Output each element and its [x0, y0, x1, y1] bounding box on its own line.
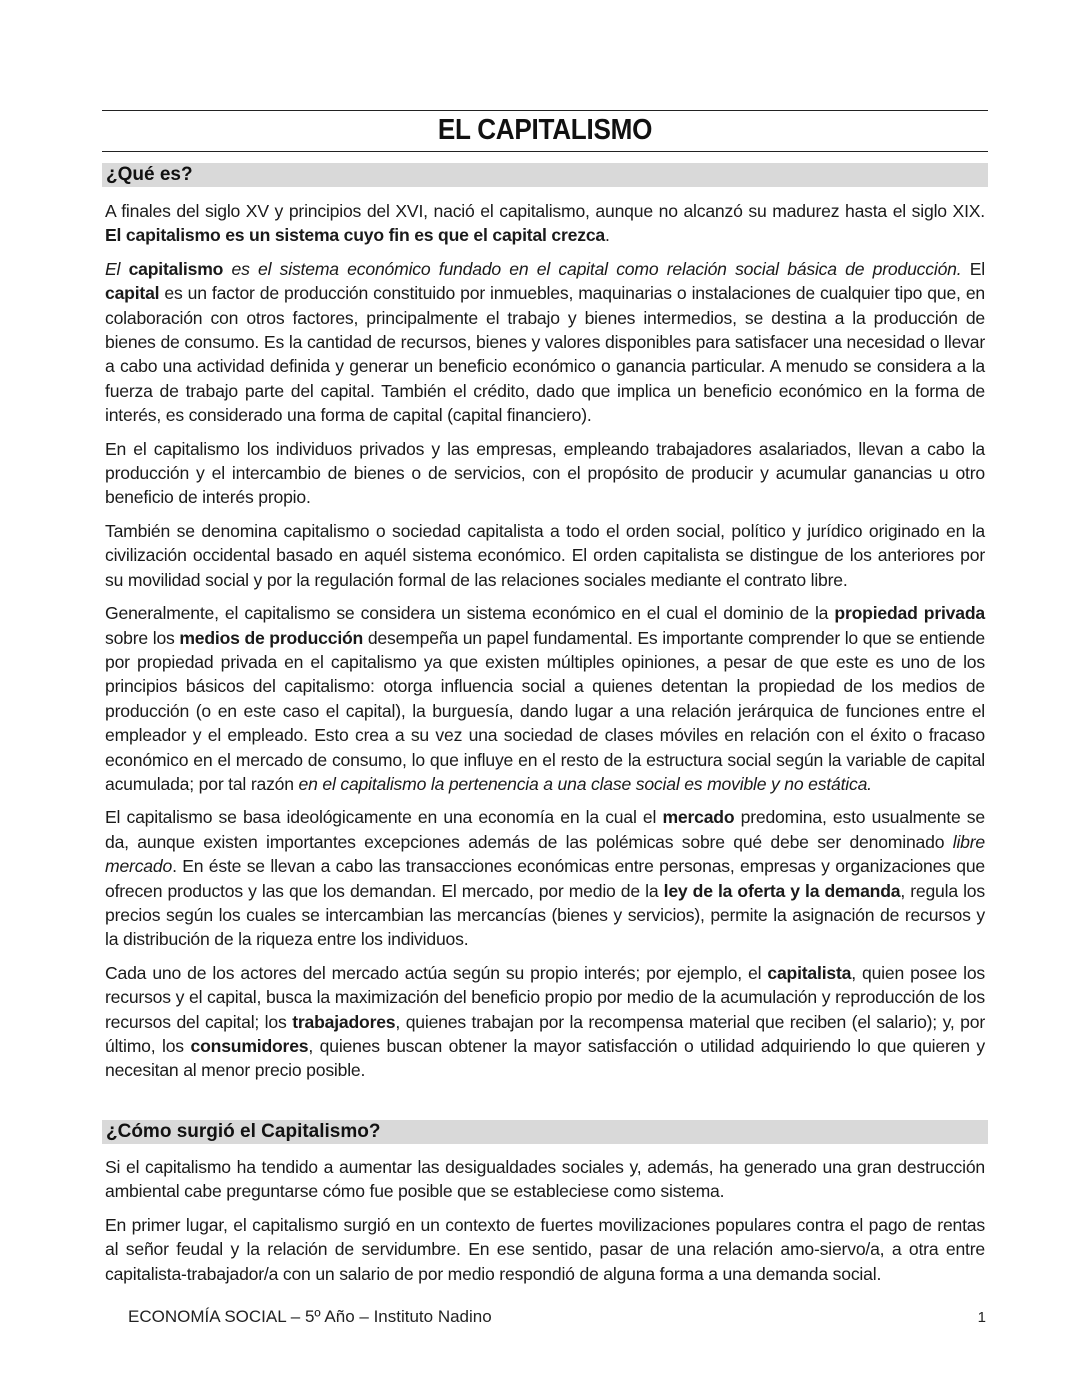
paragraph-text: Cada uno de los actores del mercado actúa según su propio interés; por ejemplo, el — [105, 962, 768, 983]
paragraph-text: , regula los precios según los cuales se intercambian las mercancías (bienes y servicios), permite la asignación de recursos y la distribución de la riqueza entre los individuos. — [105, 880, 985, 950]
paragraph-text: A finales del siglo XV y principios del XVI, nació el capitalismo, aunque no alcanzó su madurez hasta el siglo XIX. — [105, 201, 985, 221]
italic-text: libre mercado — [105, 831, 985, 877]
paragraph-text: , quien posee los recursos y el capital, busca la maximización del beneficio propio por medio de la acumulación y reproducción de los recursos del capital; los — [105, 962, 985, 1032]
paragraph: En el capitalismo los individuos privados y las empresas, empleando trabajadores asalariados, llevan a cabo la producción y el intercambio de bienes o de servicios, con el propósito de producir y acumular ganancias u otro beneficio de interés propio. — [105, 438, 985, 508]
bold-text: capitalismo — [128, 258, 224, 279]
paragraph-text: es un factor de producción constituido por inmuebles, maquinarias o instalaciones de cualquier tipo que, en colaboración con otros factores, principalmente el trabajo y bienes intermedios, se destina a la producción de bienes de consumo. Es la cantidad de recursos, bienes y valores disponibles para satisfacer una necesidad o llevar a cabo una actividad definida y generar un beneficio económico o ganancia particular. A menudo se considera a la fuerza de trabajo parte del capital. También el crédito, dado que implica un beneficio económico en la forma de interés, es considerado una forma de capital (capital financiero). — [105, 283, 985, 426]
page-title: EL CAPITALISMO — [437, 114, 653, 146]
paragraph: Si el capitalismo ha tendido a aumentar las desigualdades sociales y, además, ha generado una gran destrucción ambiental cabe preguntarse cómo fue posible que se estableciese como sistema. — [105, 1157, 985, 1202]
paragraph: En primer lugar, el capitalismo surgió en un contexto de fuertes movilizaciones populares contra el pago de rentas al señor feudal y la relación de servidumbre. En ese sentido, pasar de una relación amo-siervo/a, a otra entre capitalista-trabajador/a con un salario de por medio respondió de alguna forma a una demanda social. — [105, 1214, 985, 1284]
title-top-rule — [102, 110, 988, 111]
paragraph-text: . En éste se llevan a cabo las transacciones económicas entre personas, empresas y organizaciones que ofrecen productos y las que los demandan. El mercado, por medio de la — [105, 856, 985, 901]
bold-text: medios de producción — [179, 627, 364, 648]
paragraph-text: , quienes trabajan por la recompensa material que reciben (el salario); y, por último, los — [105, 1011, 986, 1056]
italic-text: es el sistema económico fundado en el capital como relación social básica de producción. — [223, 258, 962, 279]
paragraph-text: . — [604, 225, 610, 246]
paragraph — [105, 805, 985, 951]
bold-text: trabajadores — [292, 1011, 396, 1032]
italic-text: El — [105, 258, 129, 279]
paragraph-text: sobre los — [105, 627, 180, 648]
paragraph — [105, 257, 985, 428]
bold-text: mercado — [662, 807, 735, 828]
italic-text: en el capitalismo la pertenencia a una clase social es movible y no estática. — [298, 773, 872, 794]
bold-text: ley de la oferta y la demanda — [663, 880, 901, 901]
section-heading-como-surgio: ¿Cómo surgió el Capitalismo? — [102, 1120, 988, 1144]
bold-text: consumidores — [190, 1036, 309, 1056]
bold-text: propiedad privada — [834, 603, 985, 624]
page-number: 1 — [977, 1309, 986, 1326]
italic-text — [105, 259, 961, 279]
paragraph: También se denomina capitalismo o sociedad capitalista a todo el orden social, político y jurídico originado en la civilización occidental basado en aquél sistema económico. El orden capitalista se distingue de los anteriores por su movilidad social y por la regulación formal de las relaciones sociales mediante el contrato libre. — [105, 520, 985, 590]
paragraph — [105, 961, 985, 1083]
paragraph-text: El capitalismo se basa ideológicamente en una economía en la cual el — [105, 807, 663, 828]
paragraph-text: El — [961, 258, 986, 279]
bold-text: capitalista — [767, 962, 852, 983]
paragraph — [105, 199, 985, 248]
section-body-que-es — [105, 199, 985, 1092]
paragraph-text: , quienes buscan obtener la mayor satisfacción o utilidad adquiriendo lo que quieren y necesitan al menor precio posible. — [105, 1036, 986, 1081]
section-body-como-surgio — [105, 1155, 985, 1295]
paragraph-text: desempeña un papel fundamental. Es importante comprender lo que se entiende por propiedad privada en el capitalismo ya que existen múltiples opiniones, a pesar de que este es uno de los principios básicos del capitalismo: otorga influencia social a quienes detentan la propiedad de los medios de producción (o en este caso el capital), la burguesía, dando lugar a una relación jerárquica de funciones entre el empleador y el empleado. Esto crea a su vez una sociedad de clases móviles en relación con el éxito o fracaso económico en el mercado de consumo, lo que influye en el resto de la estructura social según la variable de capital acumulada; por tal razón — [105, 627, 985, 794]
section-heading-que-es: ¿Qué es? — [102, 163, 988, 187]
paragraph-text: Generalmente, el capitalismo se considera un sistema económico en el cual el dominio de la — [105, 603, 835, 624]
title-bottom-rule — [102, 151, 988, 152]
paragraph — [105, 601, 985, 796]
paragraph-text: predomina, esto usualmente se da, aunque existen importantes excepciones además de las polémicas sobre qué debe ser denominado — [105, 807, 985, 852]
bold-text: El capitalismo es un sistema cuyo fin es que el capital crezca — [105, 225, 605, 246]
footer-course-label: ECONOMÍA SOCIAL – 5º Año – Instituto Nadino — [128, 1307, 492, 1326]
bold-text: capital — [105, 283, 160, 304]
